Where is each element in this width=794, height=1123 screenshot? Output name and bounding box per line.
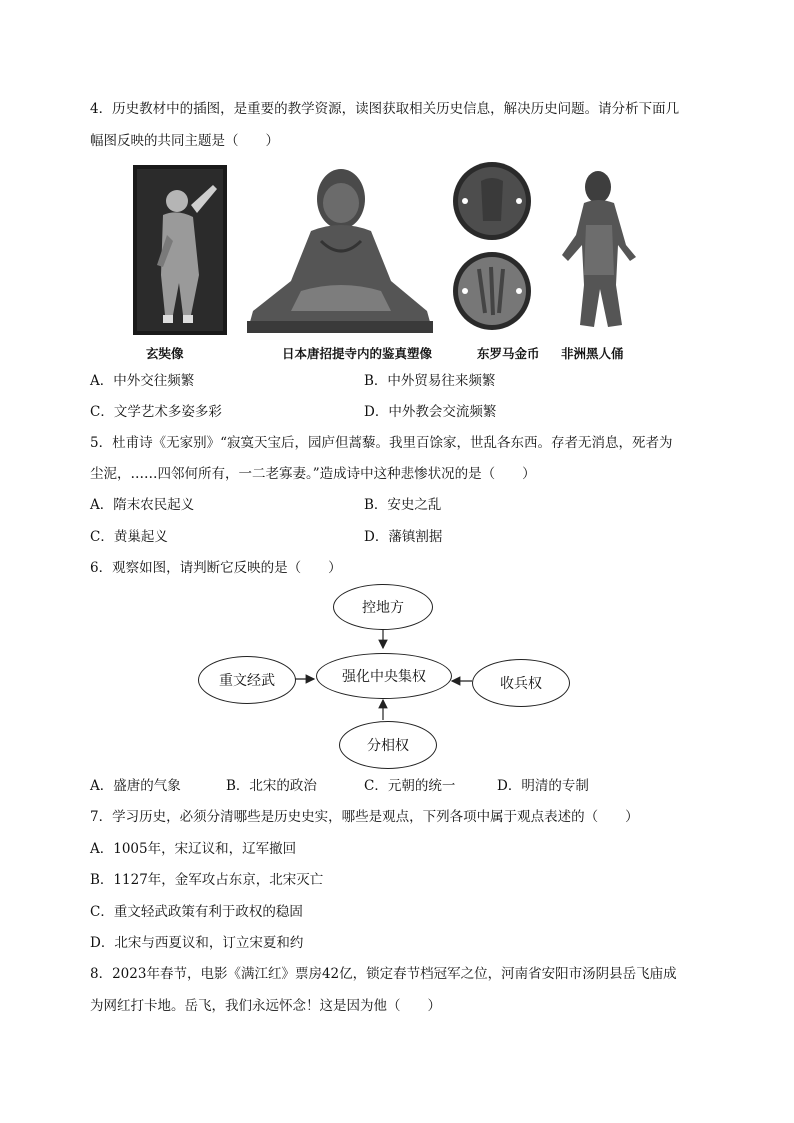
diagram-node-right: 收兵权 xyxy=(472,659,570,707)
diagram-node-left: 重文经武 xyxy=(198,656,296,704)
q8-stem-line2: 为网红打卡地。岳飞，我们永远怀念！这是因为他（ ） xyxy=(90,998,441,1014)
xuanzang-image xyxy=(133,165,227,335)
caption-jianzhen: 日本唐招提寺内的鉴真塑像 xyxy=(282,346,433,361)
q4-option-b: B．中外贸易往来频繁 xyxy=(364,373,496,389)
q6-stem: 6．观察如图，请判断它反映的是（ ） xyxy=(90,560,342,576)
q4-option-c: C．文学艺术多姿多彩 xyxy=(90,404,222,420)
q4-stem-line2: 幅图反映的共同主题是（ ） xyxy=(90,133,279,149)
q6-option-d: D．明清的专制 xyxy=(497,778,589,794)
jianzhen-statue-image xyxy=(241,161,439,335)
q6-option-a: A．盛唐的气象 xyxy=(90,778,181,794)
q7-option-a: A．1005年，宋辽议和，辽军撤回 xyxy=(90,841,297,857)
q6-option-b: B．北宋的政治 xyxy=(226,778,317,794)
diagram-node-bottom: 分相权 xyxy=(339,721,437,769)
q7-stem: 7．学习历史，必须分清哪些是历史史实，哪些是观点，下列各项中属于观点表述的（ ） xyxy=(90,809,639,825)
q8-stem-line1: 8．2023年春节，电影《满江红》票房42亿，锁定春节档冠军之位，河南省安阳市汤阴县岳飞庙成 xyxy=(90,966,677,982)
q4-option-a: A．中外交往频繁 xyxy=(90,373,195,389)
q5-option-a: A．隋末农民起义 xyxy=(90,497,195,513)
byzantine-coins-image xyxy=(451,157,533,335)
african-figurine-image xyxy=(556,165,640,335)
q4-stem-line1: 4．历史教材中的插图，是重要的教学资源，读图获取相关历史信息，解决历史问题。请分析下面几 xyxy=(90,101,680,117)
q7-option-b: B．1127年，金军攻占东京，北宋灭亡 xyxy=(90,872,324,888)
q5-option-c: C．黄巢起义 xyxy=(90,529,168,545)
q5-stem-line1: 5．杜甫诗《无家别》“寂寞天宝后，园庐但蒿藜。我里百馀家，世乱各东西。存者无消息，死者为 xyxy=(90,435,673,451)
q5-stem-line2: 尘泥，……四邻何所有，一二老寡妻。”造成诗中这种悲惨状况的是（ ） xyxy=(90,466,536,482)
caption-byzantine-coin: 东罗马金币 xyxy=(477,346,540,361)
caption-african-figurine: 非洲黑人俑 xyxy=(561,346,624,361)
q4-option-d: D．中外教会交流频繁 xyxy=(364,404,497,420)
diagram-node-top: 控地方 xyxy=(333,584,433,630)
q7-option-c: C．重文轻武政策有利于政权的稳固 xyxy=(90,904,303,920)
q7-option-d: D．北宋与西夏议和，订立宋夏和约 xyxy=(90,935,304,951)
caption-xuanzang: 玄奘像 xyxy=(146,346,184,361)
q5-option-d: D．藩镇割据 xyxy=(364,529,443,545)
q5-option-b: B．安史之乱 xyxy=(364,497,442,513)
diagram-node-center: 强化中央集权 xyxy=(316,653,452,699)
q6-option-c: C．元朝的统一 xyxy=(364,778,456,794)
